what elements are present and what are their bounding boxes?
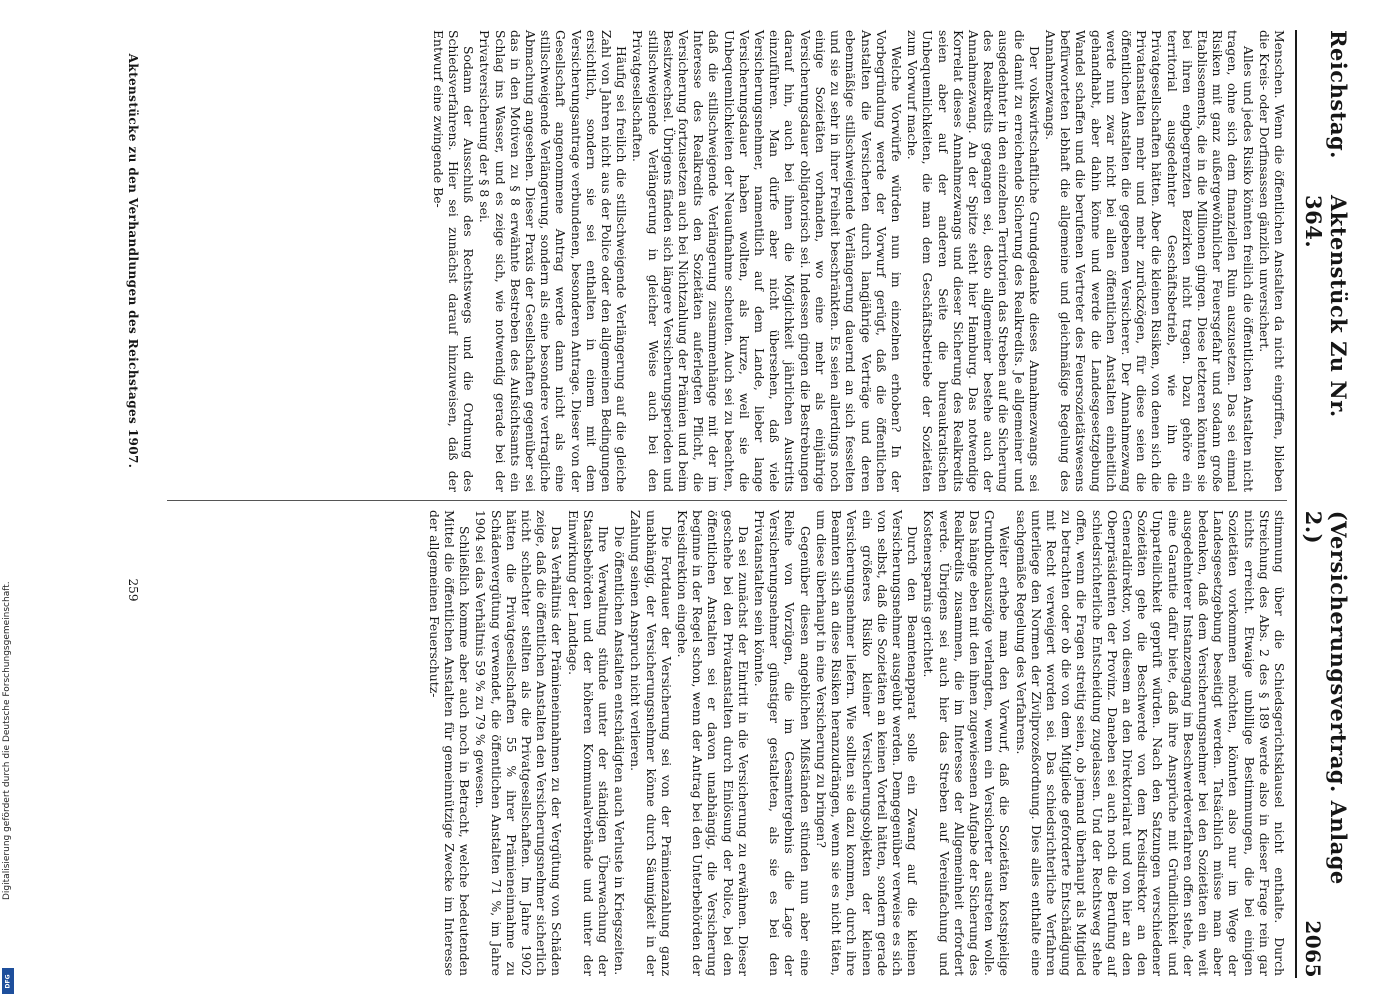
- paragraph: Alles und jedes Risiko könnten freilich die öffentlichen Anstalten nicht tragen, ohne sich dem finanziellen Ruin auszusetzen. Das sei einmal Risiken mit ganz außergewöhnlicher Feuersgefahr und sodann große Etablissements, die in die Millionen gingen. Diese letzteren könnten sie bei ihren engbegrenzten Bezirken nicht tragen. Dazu gehöre ein territorial ausgedehnter Geschäftsbetrieb, wie ihn die Privatgesellschaften hätten. Aber die kleinen Risiken, von denen sich die Privatanstalten mehr und mehr zurückzögen, für diese seien die öffentlichen Anstalten die gegebenen Versicherer. Der Annahmezwang werde nun zwar nicht bei allen öffentlichen Anstalten einheitlich gehandhabt, aber dahin könne und werde die Landesgesetzgebung Wandel schaffen und die berufenen Vertreter des Feuersozietätswesens befürworteten lebhaft die allgemeine und gleichmäßige Regelung des Annahmezwangs.: [1042, 30, 1256, 492]
- paragraph: Gegenüber diesen angeblichen Mißständen stünden nun aber eine Reihe von Vorzügen, die im Gesamtergebnis die Lage der Versicherungsnehmer günstiger gestalteten, als sie es bei den Privatanstalten sein könnte.: [752, 510, 813, 976]
- column-divider: [167, 500, 1287, 501]
- left-column: [430, 30, 1287, 492]
- dfg-logo: DFG: [2, 968, 14, 994]
- paragraph: Ihre Verwaltung stünde unter der ständigen Überwachung der Staatsbehörden und der höheren Kommunalverbände und unter der Einwirkung der Landtage.: [565, 510, 612, 976]
- right-column: [426, 510, 1287, 976]
- paragraph: Die Fortdauer der Versicherung sei von der Prämienzahlung ganz unabhängig, der Versicherungsnehmer könne durch Säumigkeit in der Zahlung seinen Anspruch nicht verlieren.: [628, 510, 674, 976]
- header-document: Aktenstück Zu Nr. 364.: [1301, 194, 1351, 418]
- paragraph: Durch den Beamtenapparat solle ein Zwang auf die kleinen Versicherungsnehmer ausgeübt werden. Demgegenüber verweise es sich von selbst, daß die Sozietäten an keinen Vorteil hätten, sondern gerade ein größeres Risiko kleiner Versicherungsobjekten der kleinen Versicherungsnehmer liefern. Wie sollten sie dazu kommen, durch ihre Beamten sich an diese Risiken heranzudrängen, wenn sie es nicht täten, um diese überhaupt in eine Versicherung zu bringen?: [813, 510, 921, 976]
- paragraph: Die öffentlichen Anstalten entschädigten auch Verluste in Kriegszeiten.: [612, 526, 628, 976]
- paragraph: Menschen. Wenn die öffentlichen Anstalten da nicht eingriffen, blieben die Kreis- oder Dorfinsassen gänzlich unversichert.: [1256, 30, 1287, 492]
- page-header: [1295, 30, 1351, 978]
- page-number: 2065: [1301, 920, 1325, 978]
- paragraph: Weiter erhebe man den Vorwurf, daß die Sozietäten kostspielige Grundbuchauszüge verlangten, wenn ein Versicherter austreten wolle. Das hänge eben mit den ihnen zugewiesenen Aufgabe der Sicherung des Realkredits zusammen, die im Interesse der Allgemeinheit erfordert werde. Übrigens sei auch hier das Streben auf Vereinfachung und Kostenersparnis gerichtet.: [921, 510, 1013, 976]
- paragraph: stimmung über die Schiedsgerichtsklausel nicht enthalte. Durch Streichung des Abs. 2 des § 189 werde also in dieser Frage rein gar nichts erreicht. Etwaige unbillige Bestimmungen, die bei einigen Sozietäten vorkommen möchten, könnten also nur im Wege der Landesgesetzgebung beseitigt werden. Tatsächlich müsse man aber bedenken, daß dem Versicherungsnehmer bei den Sozietäten ein weit ausgedehnterer Instanzengang im Beschwerdeverfahren offen stehe, der eine Garantie dafür biete, daß ihre Ansprüche mit Gründlichkeit und Unparteilichkeit geprüft würden. Nach den Satzungen verschiedener Sozietäten gehe die Beschwerde von dem Kreisdirektor an den Generaldirektor, von diesem an den Direktorialrat und von hier an den Oberpräsidenten der Provinz. Daneben sei auch noch die Berufung auf schiedsrichterliche Entscheidung zugelassen. Und der Rechtsweg stehe offen, wenn die Fragen streitig seien, ob jemand überhaupt als Mitglied zu betrachten oder ob die von dem Mitgliede geforderte Entschädigung mit Recht verweigert worden sei. Das schiedsrichterliche Verfahren unterliege den Normen der Zivilprozeßordnung. Dies alles enthalte eine sachgemäße Regelung des Verfahrens.: [1013, 510, 1287, 976]
- sheet-number: 259: [126, 578, 140, 602]
- paragraph: Da sei zunächst der Eintritt in die Versicherung zu erwähnen. Dieser geschehe bei den Privatanstalten durch Einlösung der Police, bei den öffentlichen Anstalten sei er davon unabhängig, die Versicherung beginne in der Regel schon, wenn der Antrag bei den Unterbehörden der Kreisdirektion eingehe.: [675, 510, 751, 976]
- paragraph: Das Verhältnis der Prämieneinnahmen zu der Vergütung von Schäden zeige, daß die öffentlichen Anstalten den Versicherungsnehmer sicherlich nicht schlechter stellten als die Privatgesellschaften. Im Jahre 1902 hätten die Privatgesellschaften 55 % ihrer Prämieneinnahme zu Schädenvergütung verwendet, die öffentlichen Anstalten 71 %, im Jahre 1904 sei das Verhältnis 59 % zu 79 % gewesen.: [473, 510, 565, 976]
- paragraph: Der volkswirtschaftliche Grundgedanke dieses Annahmezwangs sei die damit zu erreichende Sicherung des Realkredits. Je allgemeiner und ausgedehnter in den einzelnen Territorien das Streben auf die Sicherung des Realkredits gegangen sei, desto allgemeiner bestehe auch der Annahmezwang. An der Spitze steht hier Hamburg. Das notwendige Korrelat dieses Annahmezwangs und dieser Sicherung des Realkredits seien aber auf der anderen Seite die bureaukratischen Unbequemlichkeiten, die man dem Geschäftsbetriebe der Sozietäten zum Vorwurf mache.: [905, 30, 1042, 492]
- digitization-sidebar: [0, 0, 18, 1000]
- document-page: [45, 0, 1351, 1000]
- paragraph: Sodann der Ausschluß des Rechtswegs und die Ordnung des Schiedsverfahrens. Hier sei zunächst darauf hinzuweisen, daß der Entwurf eine zwingende Be-: [430, 30, 477, 492]
- digitization-credit: Digitalisierung gefördert durch die Deutsche Forschungsgemeinschaft.: [2, 581, 12, 900]
- page-footer: Aktenstücke zu den Verhandlungen des Reichstages 1907.: [126, 53, 140, 469]
- paragraph: Häufig sei freilich die stillschweigende Verlängerung auf die gleiche Zahl von Jahren nicht aus der Police oder den allgemeinen Bedingungen ersichtlich, sondern sie sei enthalten in einem mit dem Versicherungsantrage verbundenen, besonderen Antrage. Dieser von der Gesellschaft angenommene Antrag werde dann nicht als eine stillschweigende Verlängerung, sondern als eine besondere vertragliche Abmachung angesehen. Dieser Praxis der Gesellschaften gegenüber sei das in den Motiven zu § 8 erwähnte Bestreben des Aufsichtsamts ein Schlag ins Wasser, und es zeige sich, wie notwendig gerade bei der Privatversicherung der § 8 sei.: [477, 30, 630, 492]
- paragraph: Welche Vorwürfe würden nun im einzelnen erhoben? In der Vorbegründung werde der Vorwurf gerügt, daß die öffentlichen Anstalten die Versicherten durch langjährige Verträge und deren ebenmäßige stillschweigende Verlängerung dauernd an sich fesselten und sie zu sehr in ihrer Freiheit beschränkten. Es seien allerdings noch einige Sozietäten vorhanden, wo eine mehr als einjährige Versicherungsdauer obligatorisch sei. Indessen gingen die Bestrebungen darauf hin, auch bei ihnen die Möglichkeit jährlichen Austritts einzuführen. Man dürfe aber nicht übersehen, daß viele Versicherungsnehmer, namentlich auf dem Lande, lieber lange Versicherungsdauer haben wollten, als kurze, weil sie die Unbequemlichkeiten der Neuaufnahme scheuten. Auch sei zu beachten, daß die stillschweigende Verlängerung zusammenhänge mit der im Interesse des Realkredits den Sozietäten auferlegten Pflicht, die Versicherung fortzusetzen auch bei Nichtzahlung der Prämien und beim Besitzwechsel. Übrigens fänden sich längere Versicherungsperioden und stillschweigende Verlängerung in gleicher Weise auch bei den Privatgesellschaften.: [630, 30, 904, 492]
- header-section: Reichstag.: [1326, 30, 1351, 159]
- header-subject: (Versicherungsvertrag. Anlage 2.): [1301, 510, 1351, 885]
- paragraph: Schließlich komme aber auch noch in Betracht, welche bedeutenden Mittel die öffentlichen Anstalten für gemeinnützige Zwecke im Interesse der allgemeinen Feuerschutz-: [426, 510, 473, 976]
